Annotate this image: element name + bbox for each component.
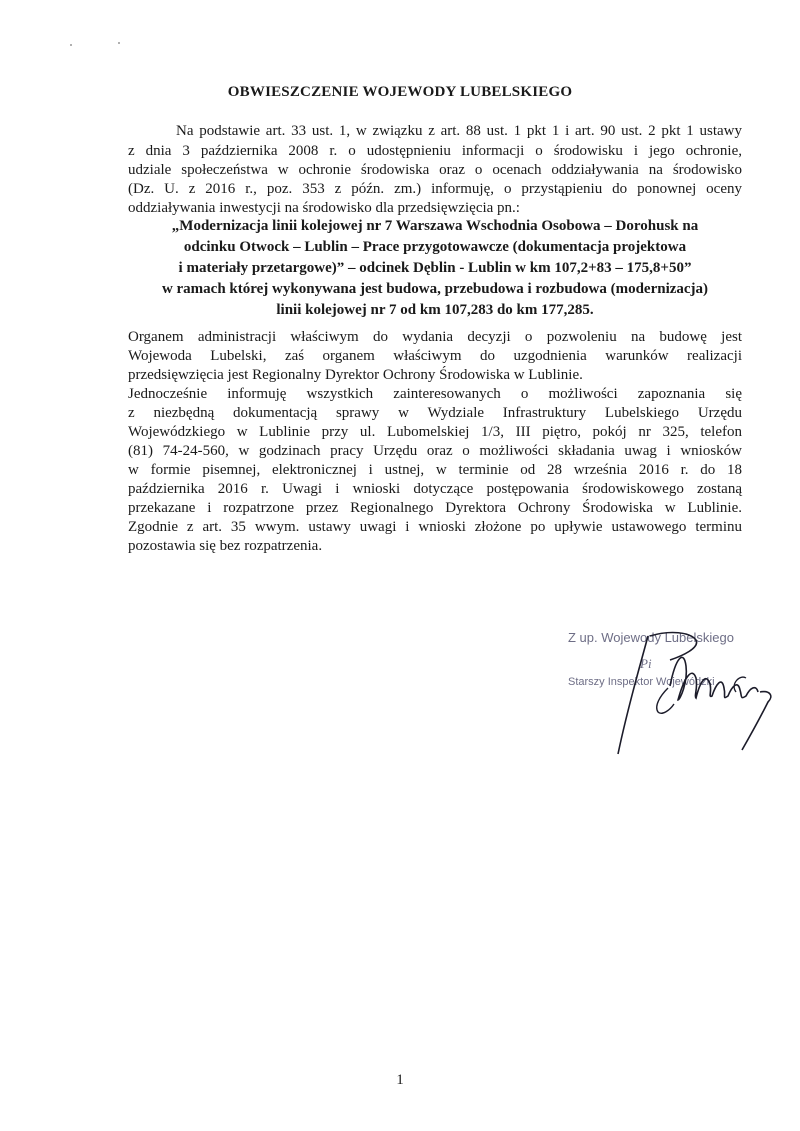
notice-line: z niezbędną dokumentacją sprawy w Wydziale Infrastruktury Lubelskiego Urzędu xyxy=(128,405,742,421)
authority-line: Organem administracji właściwym do wydania decyzji o pozwoleniu na budowę jest xyxy=(128,329,742,345)
intro-first-line xyxy=(176,122,742,141)
official-stamp xyxy=(560,626,780,766)
notice-line: (81) 74-24-560, w godzinach pracy Urzędu oraz o możliwości składania uwag i wniosków xyxy=(128,443,742,459)
notice-line: Jednocześnie informuję wszystkich zainteresowanych o możliwości zapoznania się xyxy=(128,386,742,402)
intro-line: Na podstawie art. 33 ust. 1, w związku z art. 88 ust. 1 pkt 1 i art. 90 ust. 2 pkt 1 ustawy xyxy=(176,123,742,139)
project-line: i materiały przetargowe)” – odcinek Dęblin - Lublin w km 107,2+83 – 175,8+50” xyxy=(178,260,692,276)
intro-paragraph xyxy=(128,142,742,218)
intro-line: z dnia 3 października 2008 r. o udostępnieniu informacji o środowisku i jego ochronie, xyxy=(128,143,742,159)
authority-line: przedsięwzięcia jest Regionalny Dyrektor Ochrony Środowiska w Lublinie. xyxy=(128,367,583,383)
handwritten-signature xyxy=(600,626,780,766)
notice-line: Zgodnie z art. 35 wwym. ustawy uwagi i wnioski złożone po upływie ustawowego terminu xyxy=(128,519,742,535)
notice-paragraph xyxy=(128,385,742,556)
notice-line: Wojewódzkiego w Lublinie przy ul. Lubomelskiej 1/3, III piętro, pokój nr 325, telefon xyxy=(128,424,742,440)
stamp-position-text: Starszy Inspektor Wojewódzki xyxy=(568,676,715,688)
authority-paragraph xyxy=(128,328,742,385)
scan-speck xyxy=(70,44,72,46)
stamp-authorization-text: Z up. Wojewody Lubelskiego xyxy=(568,630,734,645)
intro-line: udziale społeczeństwa w ochronie środowiska oraz o ocenach oddziaływania na środowisko xyxy=(128,162,742,178)
project-line: „Modernizacja linii kolejowej nr 7 Warszawa Wschodnia Osobowa – Dorohusk na xyxy=(171,218,699,234)
notice-line: pozostawia się bez rozpatrzenia. xyxy=(128,538,323,554)
project-line: w ramach której wykonywana jest budowa, przebudowa i rozbudowa (modernizacja) xyxy=(161,281,709,297)
notice-line: w formie pisemnej, elektronicznej i ustnej, w terminie od 28 września 2016 r. do 18 xyxy=(128,462,742,478)
page-number: 1 xyxy=(396,1072,404,1088)
project-name xyxy=(128,216,742,321)
notice-line: przekazane i rozpatrzone przez Regionalnego Dyrektora Ochrony Środowiska w Lublinie. xyxy=(128,500,742,516)
authority-line: Wojewoda Lubelski, zaś organem właściwym do uzgodnienia warunków realizacji xyxy=(128,348,742,364)
intro-line: oddziaływania inwestycji na środowisko dla przedsięwzięcia pn.: xyxy=(128,200,520,216)
scan-speck xyxy=(118,42,120,44)
project-line: linii kolejowej nr 7 od km 107,283 do km 177,285. xyxy=(276,302,594,318)
project-line: odcinku Otwock – Lublin – Prace przygotowawcze (dokumentacja projektowa xyxy=(183,239,687,255)
stamp-initial: Pi xyxy=(640,656,652,671)
intro-line: (Dz. U. z 2016 r., poz. 353 z późn. zm.) informuję, o przystąpieniu do ponownej oceny xyxy=(128,181,742,197)
document-title: OBWIESZCZENIE WOJEWODY LUBELSKIEGO xyxy=(227,84,573,100)
notice-line: października 2016 r. Uwagi i wnioski dotyczące postępowania środowiskowego zostaną xyxy=(128,481,742,497)
